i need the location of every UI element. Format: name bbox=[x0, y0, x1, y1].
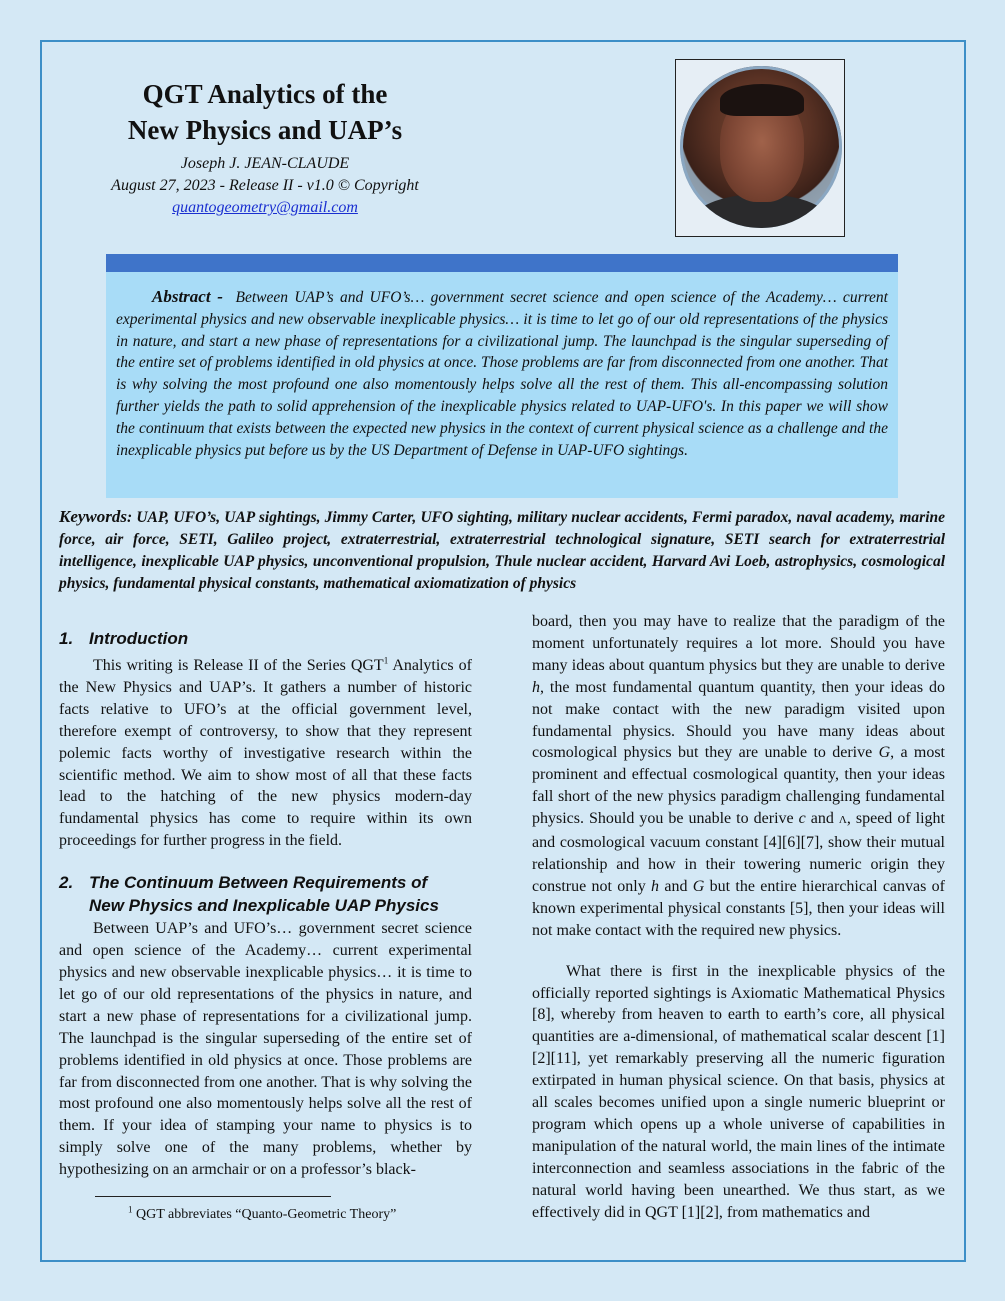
footnote-rule bbox=[95, 1196, 331, 1197]
section-2-heading: 2. The Continuum Between Requirements of New Physics and Inexplicable UAP Physics bbox=[59, 873, 439, 916]
author-photo bbox=[680, 66, 842, 228]
abstract-label: Abstract - bbox=[152, 287, 223, 306]
email-link[interactable]: quantogeometry@gmail.com bbox=[172, 199, 358, 216]
keywords bbox=[59, 506, 945, 595]
abstract-header-bar bbox=[106, 254, 898, 272]
left-column bbox=[59, 627, 472, 1181]
section-1-paragraph: This writing is Release II of the Series QGT$^1$ Analytics of the New Physics and UAP’s. It gathers a number of historic facts relative to UFO’s at the official government level, therefore exempt of controversy, to show that they represent polemic facts worthy of investigative research within the scientific method. We aim to show most of all that these facts lead to the hatching of the new physics modern-day fundamental physics has come to require within its own proceedings for further progress in the field. bbox=[59, 655, 472, 850]
footnote: $^1$ QGT abbreviates “Quanto-Geometric Theory” bbox=[128, 1204, 397, 1222]
author-photo-frame bbox=[675, 59, 845, 237]
paper-title: QGT Analytics of the New Physics and UAP’s bbox=[127, 79, 403, 145]
date-release: August 27, 2023 - Release II - v1.0 © Copyright bbox=[111, 177, 419, 194]
right-paragraph-2: What there is first in the inexplicable physics of the officially reported sightings is Axiomatic Mathematical Physics [8], whereby from heaven to earth to earth’s core, all physical quantities are a-dimensional, of mathematical scalar descent [1][2][11], yet remarkably preserving all the numeric figuration extirpated in human physical science. On that basis, physics at all scales becomes unified upon a single numeric blueprint or program which opens up a whole universe of capabilities in manipulation of the natural world, the main lines of the intimate interconnection and seamless associations in the fabric of the natural world having been unearthed. We thus start, as we effectively did in QGT [1][2], from mathematics and bbox=[532, 962, 945, 1221]
section-2-paragraph: Between UAP’s and UFO’s… government secret science and open science of the Academy… current experimental physics and new observable inexplicable physics… it is time to let go of our old representations of the physics in nature, and start a new phase of representations for a civilizational jump. The launchpad is the singular superseding of the entire set of problems identified in old physics at once. Those problems are far from disconnected from one another. That is why solving the most profound one also momentously helps solve all the rest of them. If your idea of stamping your name to physics is to simply solve one of the many problems, whether by hypothesizing on an armchair or on a professor’s black- bbox=[59, 920, 472, 1179]
keywords-text: : UAP, UFO’s, UAP sightings, Jimmy Carter, UFO sighting, military nuclear accidents, Fermi paradox, naval academy, marine force, air force, SETI, Galileo project, extraterrestrial, extraterrestrial technological signature, SETI search for extraterrestrial intelligence, inexplicable UAP physics, unconventional propulsion, Thule nuclear accident, Harvard Avi Loeb, astrophysics, cosmological physics, fundamental physical constants, mathematical axiomatization of physics bbox=[59, 509, 945, 592]
keywords-label: Keywords bbox=[59, 507, 127, 526]
abstract-box bbox=[106, 272, 898, 498]
author-email[interactable] bbox=[60, 197, 470, 219]
section-1-heading: 1. Introduction bbox=[59, 629, 189, 648]
author-name: Joseph J. JEAN-CLAUDE bbox=[180, 155, 350, 172]
right-column bbox=[532, 611, 945, 1223]
right-paragraph-1: board, then you may have to realize that the paradigm of the moment unfortunately requires a lot more. Should you have many ideas about quantum physics but they are unable to derive h, the most fundamental quantum quantity, then your ideas do not make contact with the new paradigm visited upon fundamental physics. Should you have many ideas about cosmological physics but they are unable to derive G, a most prominent and effectual cosmological quantity, then your ideas fall short of the new physics paradigm challenging fundamental physics. Should you be unable to derive c and Λ, speed of light and cosmological vacuum constant [4][6][7], show their mutual relationship and how in their towering numeric origin they construe not only h and G but the entire hierarchical canvas of known experimental physical constants [5], then your ideas will not make contact with the required new physics. bbox=[532, 613, 946, 939]
abstract-text: Between UAP’s and UFO’s… government secret science and open science of the Academy… current experimental physics and new observable inexplicable physics… it is time to let go of our old representations of the physics in nature, and start a new phase of representations for a civilizational jump. The launchpad is the singular superseding of the entire set of problems identified in old physics at once. Those problems are far from disconnected from one another. That is why solving the most profound one also momentously helps solve all the rest of them. This all-encompassing solution further yields the path to solid apprehension of the inexplicable physics related to UAP-UFO's. In this paper we will show the continuum that exists between the expected new physics in the context of current physical science as a challenge and the inexplicable physics put before us by the US Department of Defense in UAP-UFO sightings. bbox=[116, 289, 888, 459]
